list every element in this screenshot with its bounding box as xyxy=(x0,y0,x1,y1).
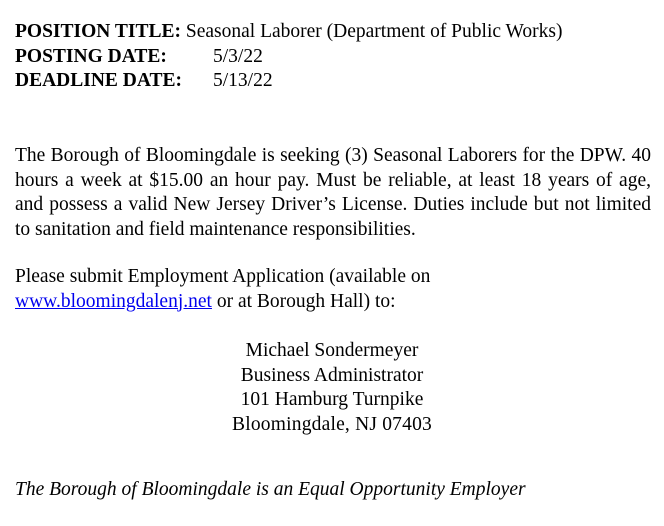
deadline-date-line xyxy=(15,69,655,94)
posting-date-label: POSTING DATE: xyxy=(15,45,167,67)
deadline-date-value: 5/13/22 xyxy=(213,70,273,91)
contact-city-state-zip: Bloomingdale, NJ 07403 xyxy=(232,413,432,435)
job-description: The Borough of Bloomingdale is seeking (3) Seasonal Laborers for the DPW. 40 hours a week at $15.00 an hour pay. Must be reliable, at least 18 years of age, and possess a valid New Jersey Driver’s License. Duties include but not limited to sanitation and field maintenance responsibilities. xyxy=(15,145,651,240)
deadline-date-label: DEADLINE DATE: xyxy=(15,70,183,91)
position-title-label: POSITION TITLE: xyxy=(15,21,181,42)
submission-suffix: or at Borough Hall) to: xyxy=(211,290,396,312)
posting-date-line xyxy=(15,45,655,70)
contact-title: Business Administrator xyxy=(240,364,424,386)
contact-address xyxy=(0,339,664,437)
contact-name: Michael Sondermeyer xyxy=(245,340,419,361)
position-title-value: Seasonal Laborer (Department of Public Works) xyxy=(185,21,563,42)
borough-website-link[interactable]: www.bloomingdalenj.net xyxy=(15,290,212,312)
position-title-line xyxy=(15,20,655,45)
submission-link-line xyxy=(15,290,655,315)
submission-intro: Please submit Employment Application (available on xyxy=(15,266,431,287)
posting-date-value: 5/3/22 xyxy=(213,45,263,67)
submission-instructions xyxy=(15,265,655,314)
equal-opportunity-statement: The Borough of Bloomingdale is an Equal Opportunity Employer xyxy=(15,479,526,500)
posting-header xyxy=(15,20,655,94)
contact-street: 101 Hamburg Turnpike xyxy=(240,389,424,410)
